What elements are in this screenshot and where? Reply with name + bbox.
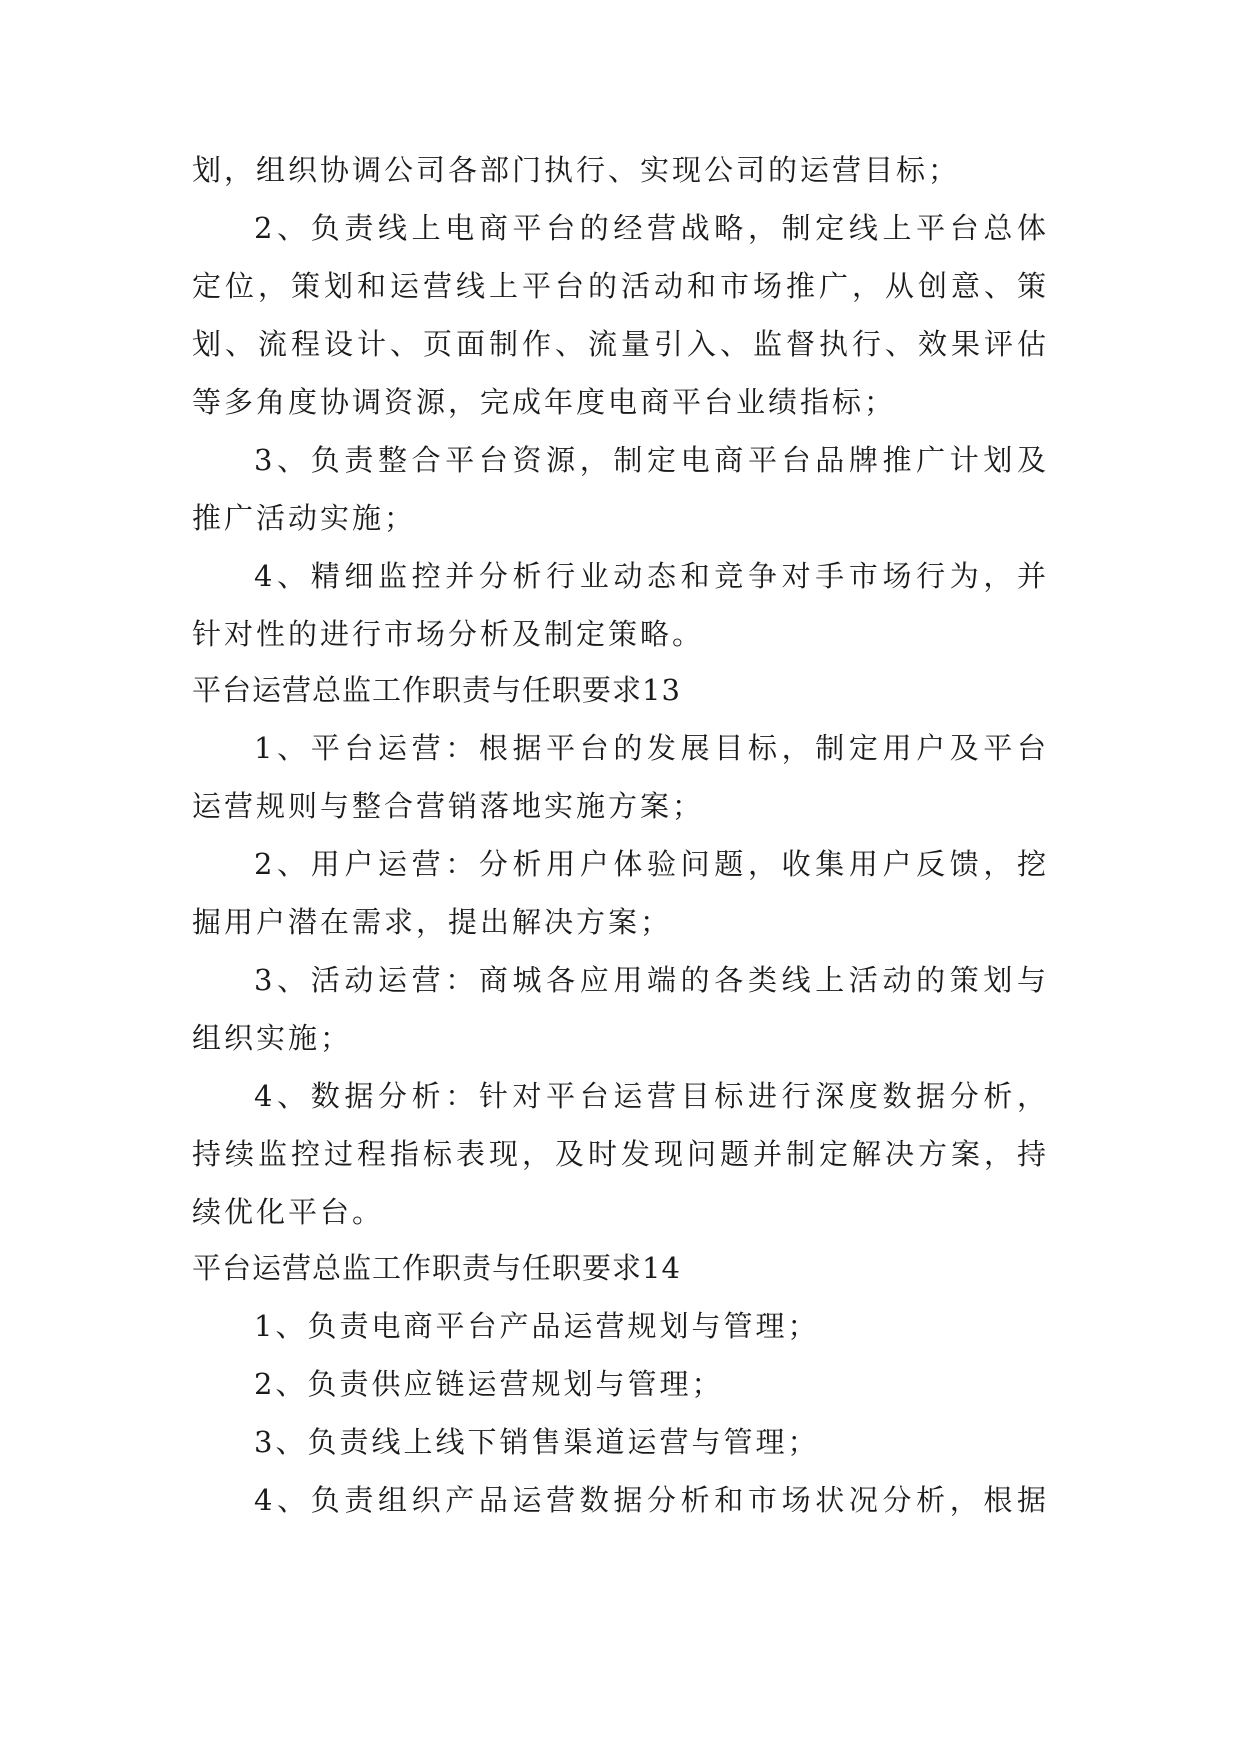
list-item-line: 2、用户运营：分析用户体验问题，收集用户反馈，挖 [254,847,1049,881]
paragraph-line: 续优化平台。 [192,1195,385,1229]
paragraph-line: 持续监控过程指标表现，及时发现问题并制定解决方案，持 [192,1137,1049,1171]
list-item-line: 1、平台运营：根据平台的发展目标，制定用户及平台 [254,731,1049,765]
paragraph-line: 组织实施； [192,1021,353,1055]
list-item-line: 4、精细监控并分析行业动态和竞争对手市场行为，并 [254,559,1049,593]
paragraph-line: 掘用户潜在需求，提出解决方案； [192,905,673,939]
list-item-line: 3、负责线上线下销售渠道运营与管理； [254,1425,820,1459]
section-heading: 平台运营总监工作职责与任职要求14 [192,1251,681,1285]
list-item-line: 3、负责整合平台资源，制定电商平台品牌推广计划及 [254,443,1049,477]
list-item-line: 2、负责线上电商平台的经营战略，制定线上平台总体 [254,211,1049,245]
list-item-line: 4、负责组织产品运营数据分析和市场状况分析，根据 [254,1483,1049,1517]
paragraph-line: 推广活动实施； [192,501,417,535]
list-item-line: 3、活动运营：商城各应用端的各类线上活动的策划与 [254,963,1049,997]
paragraph-line: 定位，策划和运营线上平台的活动和市场推广，从创意、策 [192,269,1049,303]
paragraph-line: 划，组织协调公司各部门执行、实现公司的运营目标； [192,153,961,187]
paragraph-line: 针对性的进行市场分析及制定策略。 [192,617,705,651]
section-heading: 平台运营总监工作职责与任职要求13 [192,673,681,707]
list-item-line: 2、负责供应链运营规划与管理； [254,1367,724,1401]
paragraph-line: 划、流程设计、页面制作、流量引入、监督执行、效果评估 [192,327,1049,361]
paragraph-line: 运营规则与整合营销落地实施方案； [192,789,705,823]
list-item-line: 1、负责电商平台产品运营规划与管理； [254,1309,820,1343]
list-item-line: 4、数据分析：针对平台运营目标进行深度数据分析， [254,1079,1049,1113]
paragraph-line: 等多角度协调资源，完成年度电商平台业绩指标； [192,385,897,419]
